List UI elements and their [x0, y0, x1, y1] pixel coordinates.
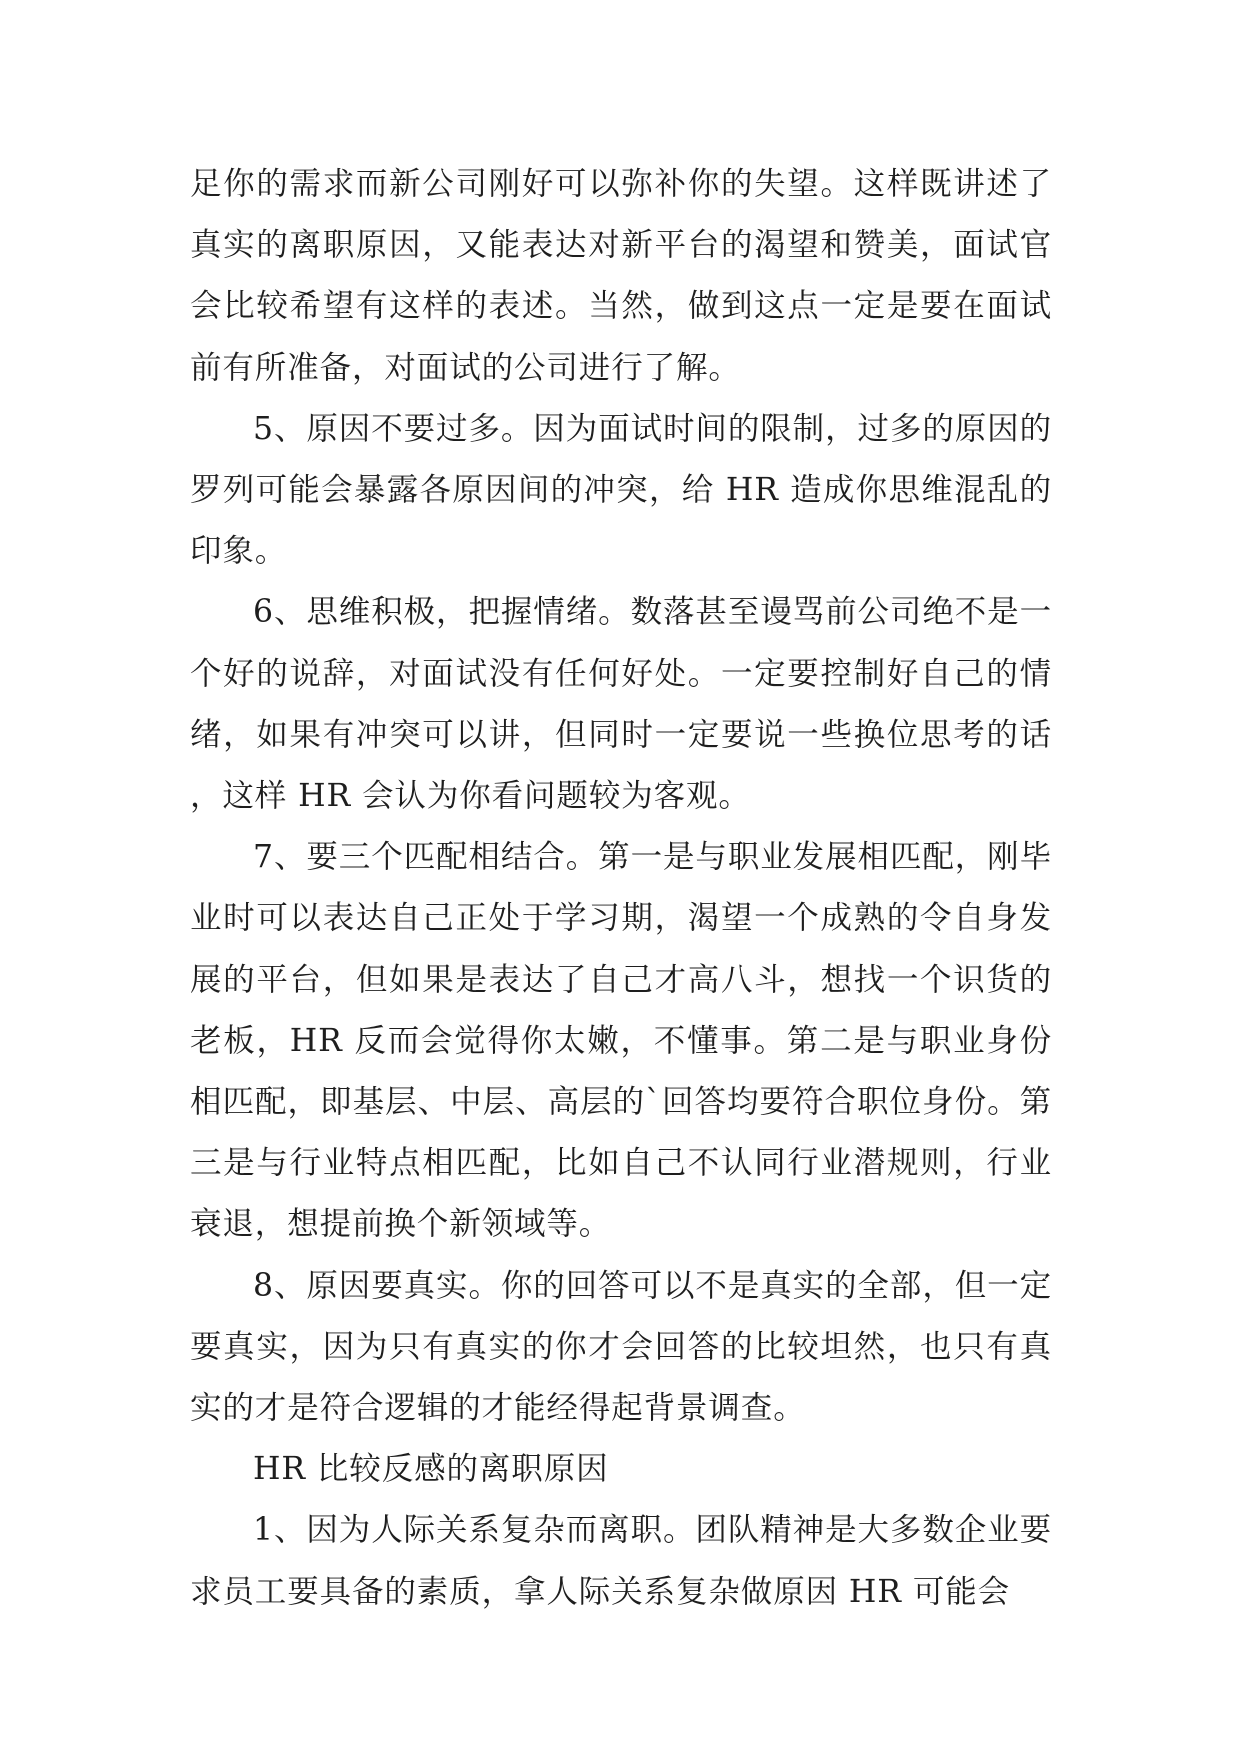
paragraph-continuation: 足你的需求而新公司刚好可以弥补你的失望。这样既讲述了真实的离职原因，又能表达对新平台的渴望和赞美，面试官会比较希望有这样的表述。当然，做到这点一定是要在面试前有所准备，对面试的公司进行了解。 [190, 166, 1052, 386]
section-heading: HR 比较反感的离职原因 [253, 1451, 609, 1488]
paragraph-point-8: 8、原因要真实。你的回答可以不是真实的全部，但一定要真实，因为只有真实的你才会回答的比较坦然，也只有真实的才是符合逻辑的才能经得起背景调查。 [190, 1267, 1052, 1427]
paragraph-point-1: 1、因为人际关系复杂而离职。团队精神是大多数企业要求员工要具备的素质，拿人际关系复杂做原因 HR 可能会 [190, 1512, 1052, 1610]
paragraph-point-6: 6、思维积极，把握情绪。数落甚至谩骂前公司绝不是一个好的说辞，对面试没有任何好处。一定要控制好自己的情绪，如果有冲突可以讲，但同时一定要说一些换位思考的话，这样 HR 会认为你看问题较为客观。 [190, 594, 1052, 815]
paragraph-point-7: 7、要三个匹配相结合。第一是与职业发展相匹配，刚毕业时可以表达自己正处于学习期，渴望一个成熟的令自身发展的平台，但如果是表达了自己才高八斗，想找一个识货的老板，HR 反而会觉得你太嫩，不懂事。第二是与职业身份相匹配，即基层、中层、高层的`回答均要符合职位身份。第三是与行业特点相匹配，比如自己不认同行业潜规则，行业衰退，想提前换个新领域等。 [190, 839, 1052, 1243]
paragraph-point-5: 5、原因不要过多。因为面试时间的限制，过多的原因的罗列可能会暴露各原因间的冲突，给 HR 造成你思维混乱的印象。 [190, 410, 1052, 570]
document-body [190, 154, 1052, 1623]
